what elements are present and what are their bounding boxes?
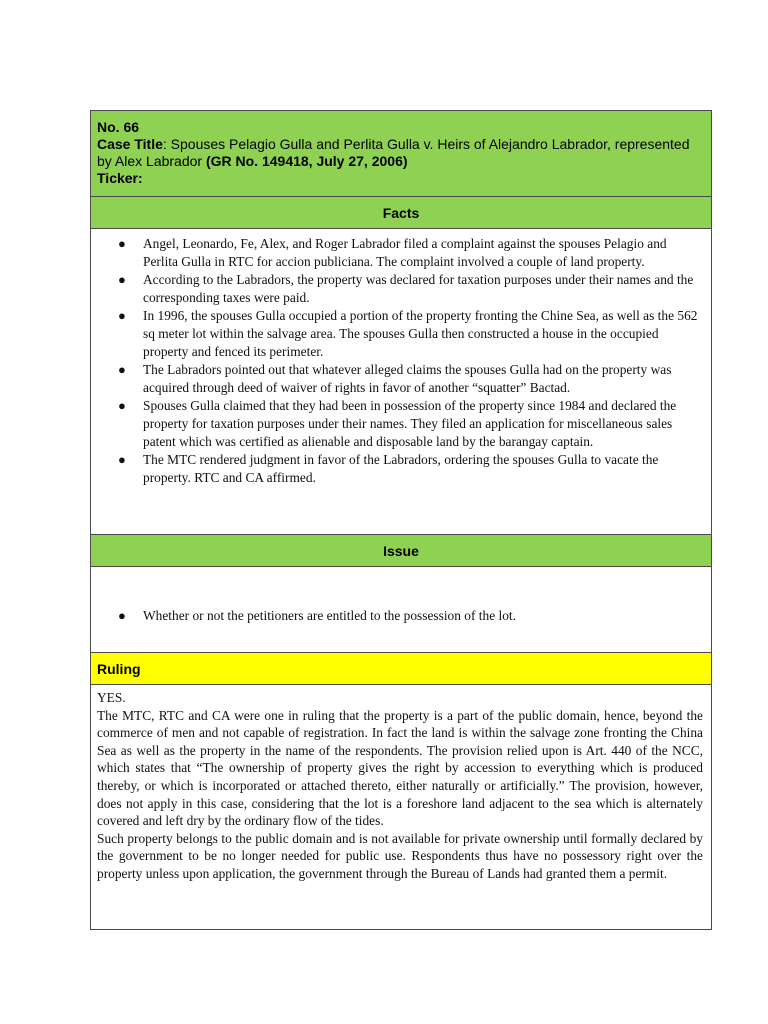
- issue-list: [113, 607, 703, 625]
- gr-number: (GR No. 149418, July 27, 2006): [205, 153, 408, 169]
- ruling-paragraph-1: The MTC, RTC and CA were one in ruling that the property is a part of the public domain, hence, beyond the commerce of men and not capable of registration. In fact the land is within the salvage zone fronting the China Sea as well as the property in the name of the respondents. The provision relied upon is Art. 440 of the NCC, which states that “The ownership of property gives the right by accession to everything which is produced thereby, or which is incorporated or attached thereto, either naturally or artificially.” The provision, however, does not apply in this case, considering that the lot is a foreshore land adjacent to the sea which is alternately covered and left dry by the ordinary flow of the tides.: [97, 707, 703, 829]
- list-item: [113, 271, 703, 307]
- issue-text: Whether or not the petitioners are entitled to the possession of the lot.: [143, 608, 516, 623]
- fact-text: In 1996, the spouses Gulla occupied a portion of the property fronting the Chine Sea, as well as the 562 sq meter lot within the salvage area. The spouses Gulla then constructed a house in the occupied property and fenced its perimeter.: [143, 308, 698, 359]
- case-header: [91, 111, 711, 197]
- ruling-answer: YES.: [97, 690, 126, 705]
- list-item: [113, 235, 703, 271]
- bullet-icon: ●: [118, 362, 126, 377]
- bullet-icon: ●: [118, 236, 126, 251]
- list-item: [113, 307, 703, 361]
- bullet-icon: ●: [118, 452, 126, 467]
- ruling-heading: Ruling: [91, 653, 711, 685]
- bullet-icon: ●: [118, 272, 126, 287]
- facts-body: [91, 229, 711, 535]
- list-item: [113, 451, 703, 487]
- issue-body: [91, 567, 711, 653]
- fact-text: According to the Labradors, the property was declared for taxation purposes under their names and the corresponding taxes were paid.: [143, 272, 694, 305]
- issue-heading: Issue: [91, 535, 711, 567]
- list-item: [113, 397, 703, 451]
- facts-heading: Facts: [91, 197, 711, 229]
- list-item: [113, 607, 703, 625]
- list-item: [113, 361, 703, 397]
- ticker-label: Ticker:: [97, 170, 143, 186]
- case-title: [97, 136, 705, 170]
- fact-text: Angel, Leonardo, Fe, Alex, and Roger Labrador filed a complaint against the spouses Pelagio and Perlita Gulla in RTC for accion publiciana. The complaint involved a couple of land property.: [143, 236, 667, 269]
- fact-text: The Labradors pointed out that whatever alleged claims the spouses Gulla had on the property was acquired through deed of waiver of rights in favor of another “squatter” Bactad.: [143, 362, 672, 395]
- bullet-icon: ●: [118, 398, 126, 413]
- bullet-icon: ●: [118, 308, 126, 323]
- bullet-icon: ●: [118, 608, 126, 623]
- facts-list: [113, 235, 703, 487]
- ruling-paragraph-2: Such property belongs to the public domain and is not available for private ownership until formally declared by the government to be no longer needed for public use. Respondents thus have no possessory right over the property unless upon application, the government through the Bureau of Lands had granted them a permit.: [97, 830, 703, 881]
- fact-text: The MTC rendered judgment in favor of the Labradors, ordering the spouses Gulla to vacate the property. RTC and CA affirmed.: [143, 452, 659, 485]
- ruling-body: [91, 685, 711, 929]
- fact-text: Spouses Gulla claimed that they had been in possession of the property since 1984 and declared the property for taxation purposes under their names. They filed an application for miscellaneous sales patent which was certified as alienable and disposable land by the barangay captain.: [143, 398, 677, 449]
- case-number: No. 66: [97, 119, 140, 135]
- case-title-label: Case Title: [97, 136, 163, 152]
- case-digest-table: [90, 110, 712, 930]
- case-title-text: : Spouses Pelagio Gulla and Perlita Gulla v. Heirs of Alejandro Labrador, represented by Alex Labrador: [97, 136, 690, 169]
